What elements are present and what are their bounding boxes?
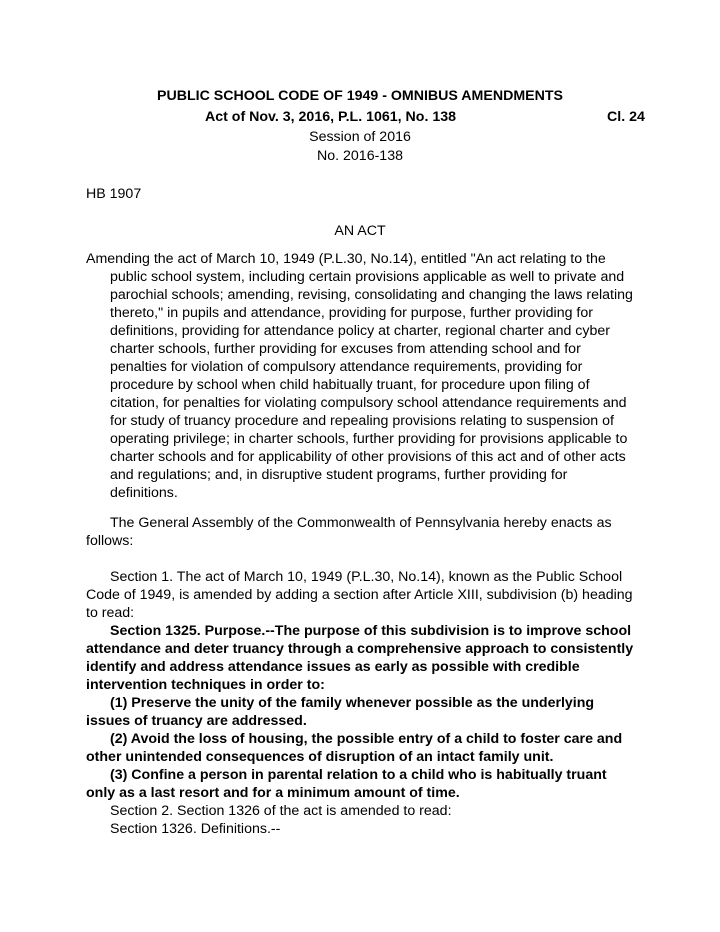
section-1325-item: only as a last resort and for a minimum amount of time. [86,785,460,801]
preamble-line: definitions, providing for attendance policy at charter, regional charter and cyber [110,323,611,339]
section-1325-item: (2) Avoid the loss of housing, the possible entry of a child to foster care and [110,731,623,747]
preamble-line: operating privilege; in charter schools, further providing for provisions applicable to [110,431,628,447]
section-1325-item: (1) Preserve the unity of the family whenever possible as the underlying [110,695,595,711]
an-act-heading: AN ACT [334,223,386,239]
section-1-line: Code of 1949, is amended by adding a section after Article XIII, subdivision (b) heading [86,587,633,603]
document-title: PUBLIC SCHOOL CODE OF 1949 - OMNIBUS AMENDMENTS [157,88,563,104]
preamble-line: parochial schools; amending, revising, consolidating and changing the laws relating [110,287,633,303]
section-1325-line: Section 1325. Purpose.--The purpose of this subdivision is to improve school [110,623,632,639]
bill-number: HB 1907 [86,186,142,202]
act-citation: Act of Nov. 3, 2016, P.L. 1061, No. 138 [205,109,457,125]
preamble-line: charter schools and for applicability of other provisions of this act and of other acts [110,449,626,465]
section-1325-item: (3) Confine a person in parental relation to a child who is habitually truant [110,767,607,783]
preamble-line: Amending the act of March 10, 1949 (P.L.30, No.14), entitled "An act relating to the [86,251,606,267]
enacting-clause-line: The General Assembly of the Commonwealth of Pennsylvania hereby enacts as [110,515,612,531]
section-1325-line: attendance and deter truancy through a comprehensive approach to consistently [86,641,634,657]
preamble-line: for study of truancy procedure and repealing provisions relating to suspension of [110,413,614,429]
preamble-line: public school system, including certain provisions applicable as well to private and [110,269,625,285]
session-label: Session of 2016 [309,129,411,145]
section-1326-heading: Section 1326. Definitions.-- [110,821,281,837]
preamble-line: citation, for penalties for violating compulsory school attendance requirements and [110,395,627,411]
preamble-line: procedure by school when child habitually truant, for procedure upon filing of [110,377,590,393]
enacting-clause-line: follows: [86,533,134,549]
section-1325-line: intervention techniques in order to: [86,677,325,693]
section-1-line: Section 1. The act of March 10, 1949 (P.L.30, No.14), known as the Public School [110,569,623,585]
preamble-line: charter schools, further providing for excuses from attending school and for [110,341,581,357]
section-1325-item: issues of truancy are addressed. [86,713,307,729]
section-1325-line: identify and address attendance issues as early as possible with credible [86,659,580,675]
preamble-line: penalties for violation of compulsory attendance requirements, providing for [110,359,583,375]
section-1325-item: other unintended consequences of disruption of an intact family unit. [86,749,554,765]
preamble-line: definitions. [110,485,178,501]
section-1-line: to read: [86,605,135,621]
act-number: No. 2016-138 [317,148,403,164]
section-2-line: Section 2. Section 1326 of the act is amended to read: [110,803,452,819]
preamble-line: and regulations; and, in disruptive student programs, further providing for [110,467,568,483]
preamble-line: thereto," in pupils and attendance, providing for purpose, further providing for [110,305,593,321]
class-label: Cl. 24 [607,109,645,125]
